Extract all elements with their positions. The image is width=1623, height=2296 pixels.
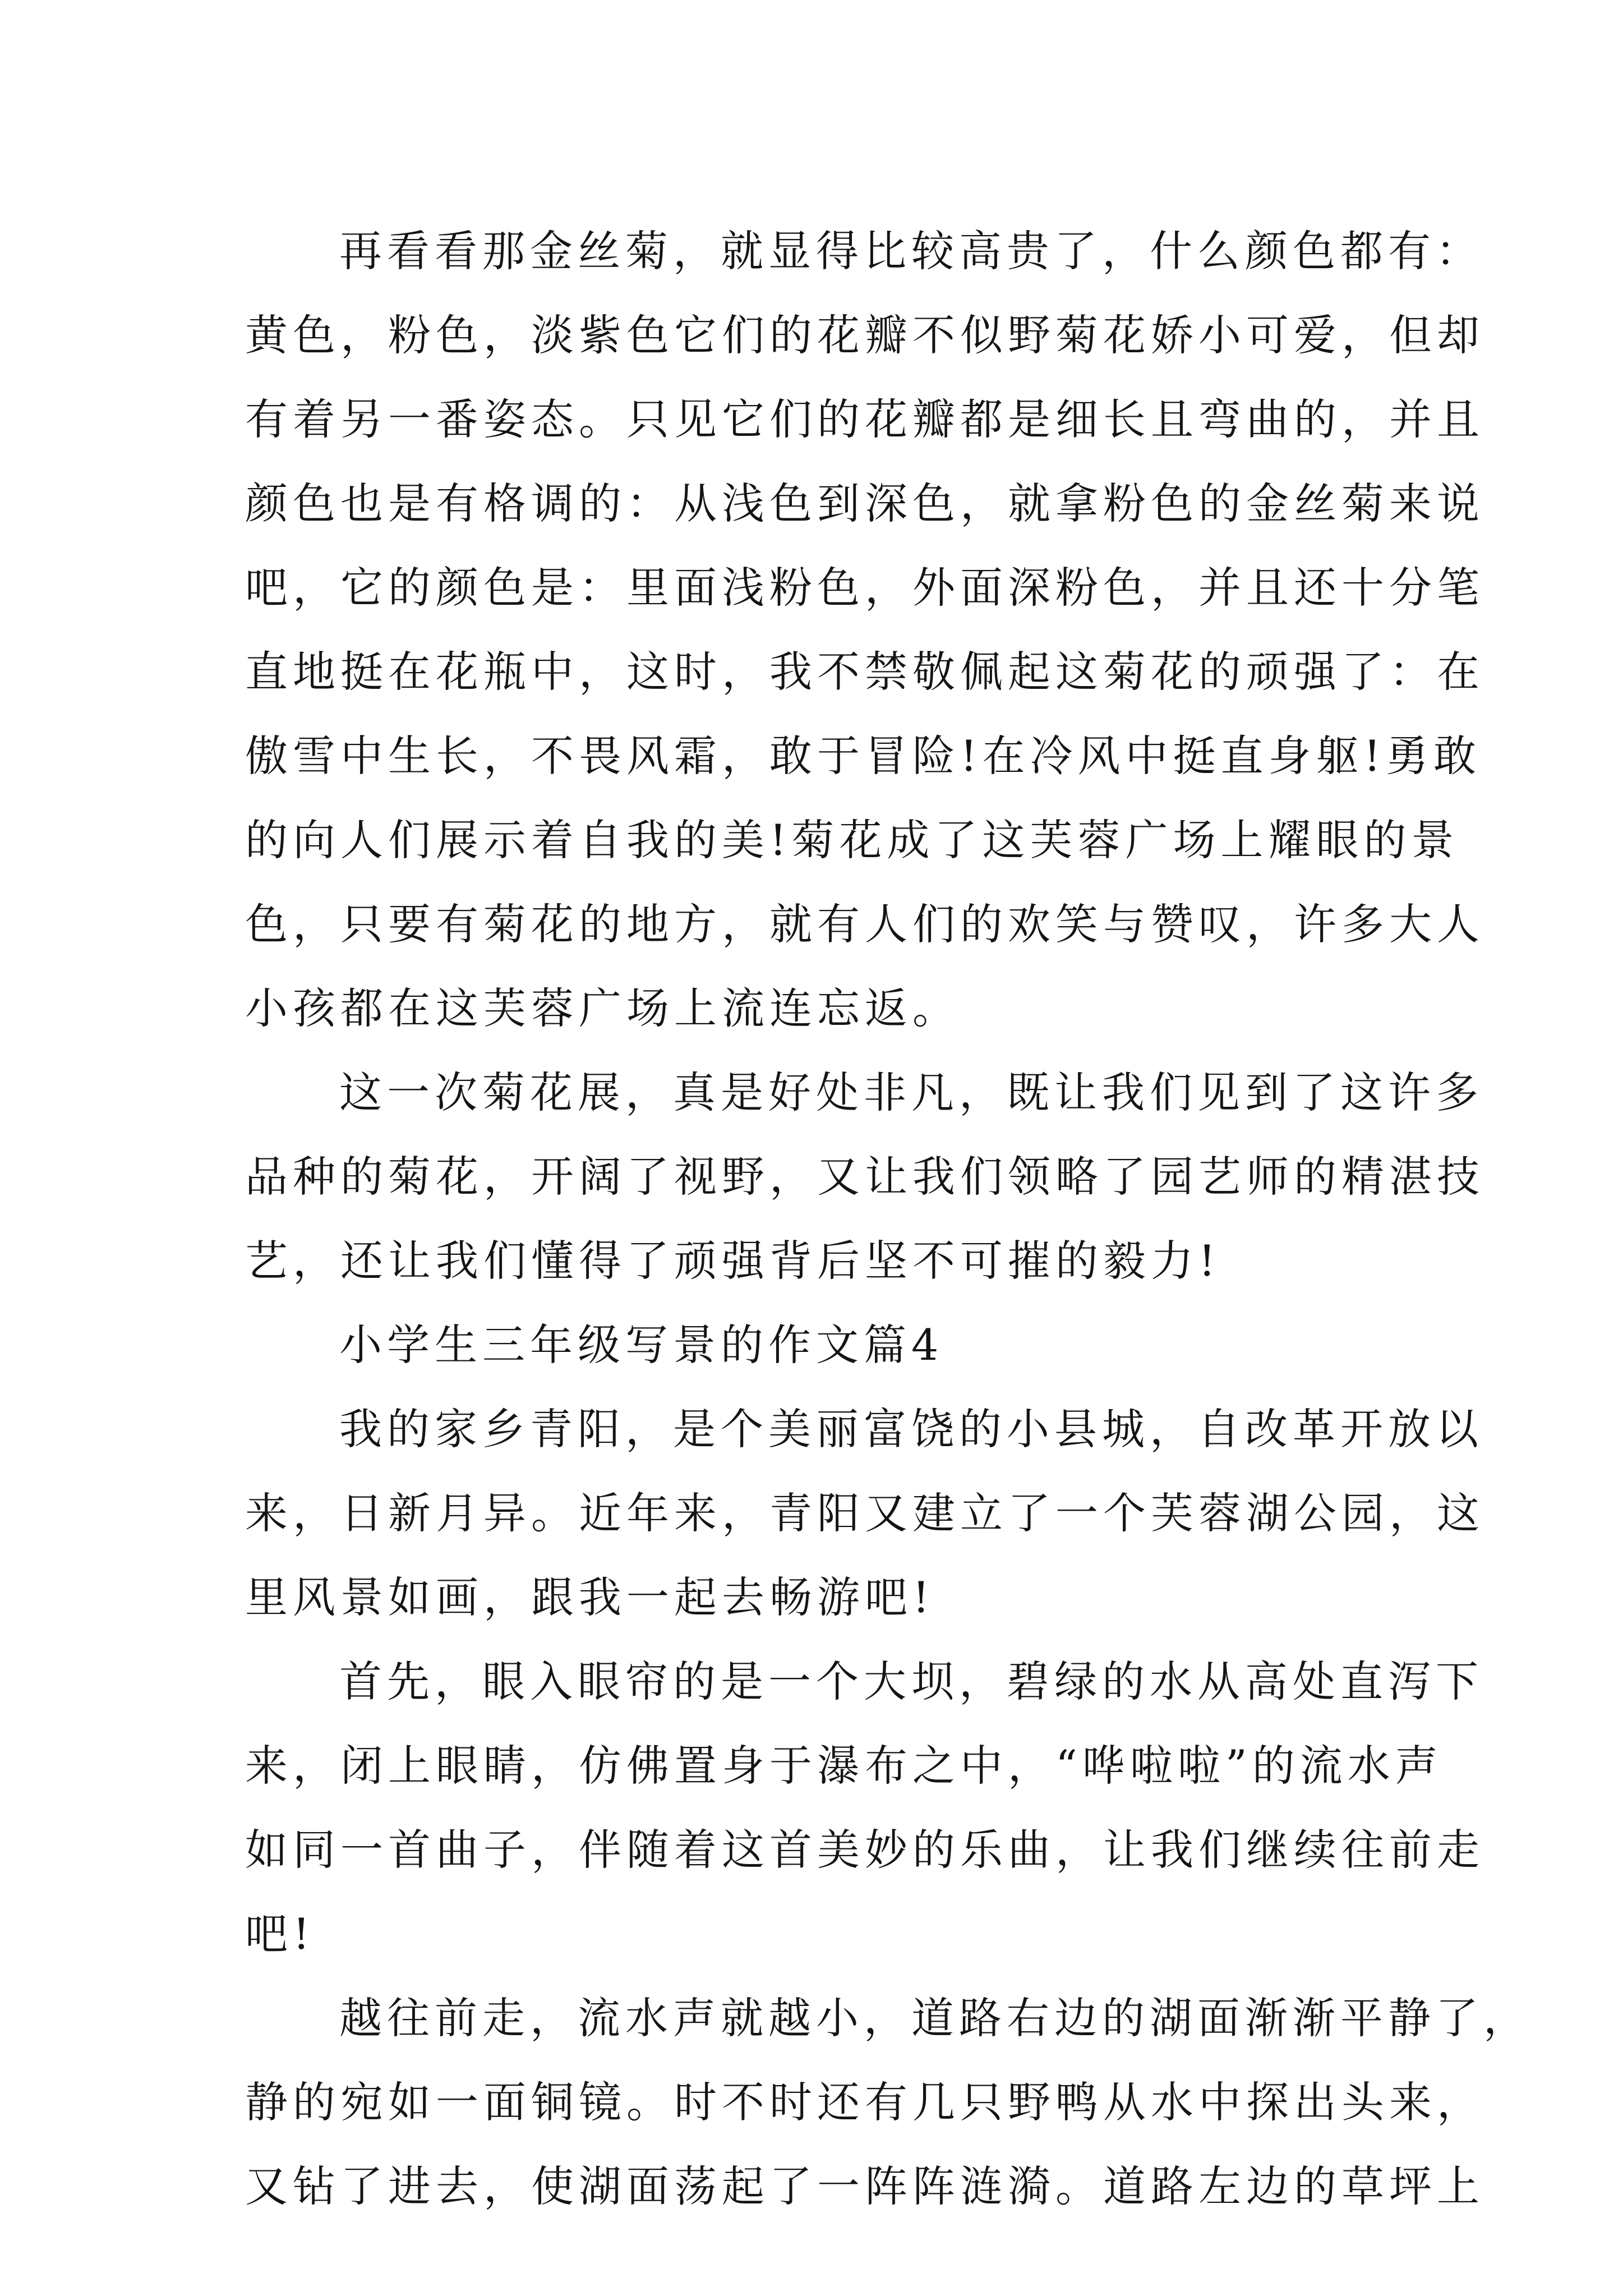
text-line: 如同一首曲子，伴随着这首美妙的乐曲，让我们继续往前走 — [245, 1825, 1484, 1875]
text-line: 色，只要有菊花的地方，就有人们的欢笑与赞叹，许多大人 — [245, 899, 1484, 949]
text-line: 再看看那金丝菊，就显得比较高贵了，什么颜色都有： — [339, 226, 1483, 276]
text-line: 越往前走，流水声就越小，道路右边的湖面渐渐平静了， — [339, 1993, 1531, 2043]
text-line: 艺，还让我们懂得了顽强背后坚不可摧的毅力! — [245, 1236, 1221, 1286]
text-line: 小孩都在这芙蓉广场上流连忘返。 — [245, 983, 960, 1033]
text-line: 吧，它的颜色是：里面浅粉色，外面深粉色，并且还十分笔 — [245, 563, 1484, 613]
text-line: 来，日新月异。近年来，青阳又建立了一个芙蓉湖公园，这 — [245, 1488, 1484, 1538]
article-body — [245, 209, 1531, 2229]
section-heading: 小学生三年级写景的作文篇4 — [339, 1320, 944, 1370]
text-line: 颜色也是有格调的：从浅色到深色，就拿粉色的金丝菊来说 — [245, 478, 1484, 528]
text-line: 首先，眼入眼帘的是一个大坝，碧绿的水从高处直泻下 — [339, 1657, 1483, 1706]
text-line: 黄色，粉色，淡紫色它们的花瓣不似野菊花娇小可爱，但却 — [245, 310, 1484, 360]
text-line: 我的家乡青阳，是个美丽富饶的小县城，自改革开放以 — [339, 1404, 1483, 1454]
text-line: 吧! — [245, 1909, 315, 1959]
text-line: 的向人们展示着自我的美!菊花成了这芙蓉广场上耀眼的景 — [245, 815, 1459, 865]
text-line: 静的宛如一面铜镜。时不时还有几只野鸭从水中探出头来， — [245, 2077, 1484, 2127]
text-line: 有着另一番姿态。只见它们的花瓣都是细长且弯曲的，并且 — [245, 394, 1484, 444]
text-line: 傲雪中生长，不畏风霜，敢于冒险!在冷风中挺直身躯!勇敢 — [245, 731, 1482, 781]
text-line: 里风景如画，跟我一起去畅游吧! — [245, 1572, 935, 1622]
text-line: 品种的菊花，开阔了视野，又让我们领略了园艺师的精湛技 — [245, 1152, 1484, 1202]
text-line: 直地挺在花瓶中，这时，我不禁敬佩起这菊花的顽强了：在 — [245, 647, 1484, 697]
text-line: 这一次菊花展，真是好处非凡，既让我们见到了这许多 — [339, 1068, 1483, 1117]
text-line: 来，闭上眼睛，仿佛置身于瀑布之中，“哗啦啦”的流水声 — [245, 1741, 1443, 1791]
text-line: 又钻了进去，使湖面荡起了一阵阵涟漪。道路左边的草坪上 — [245, 2161, 1484, 2211]
